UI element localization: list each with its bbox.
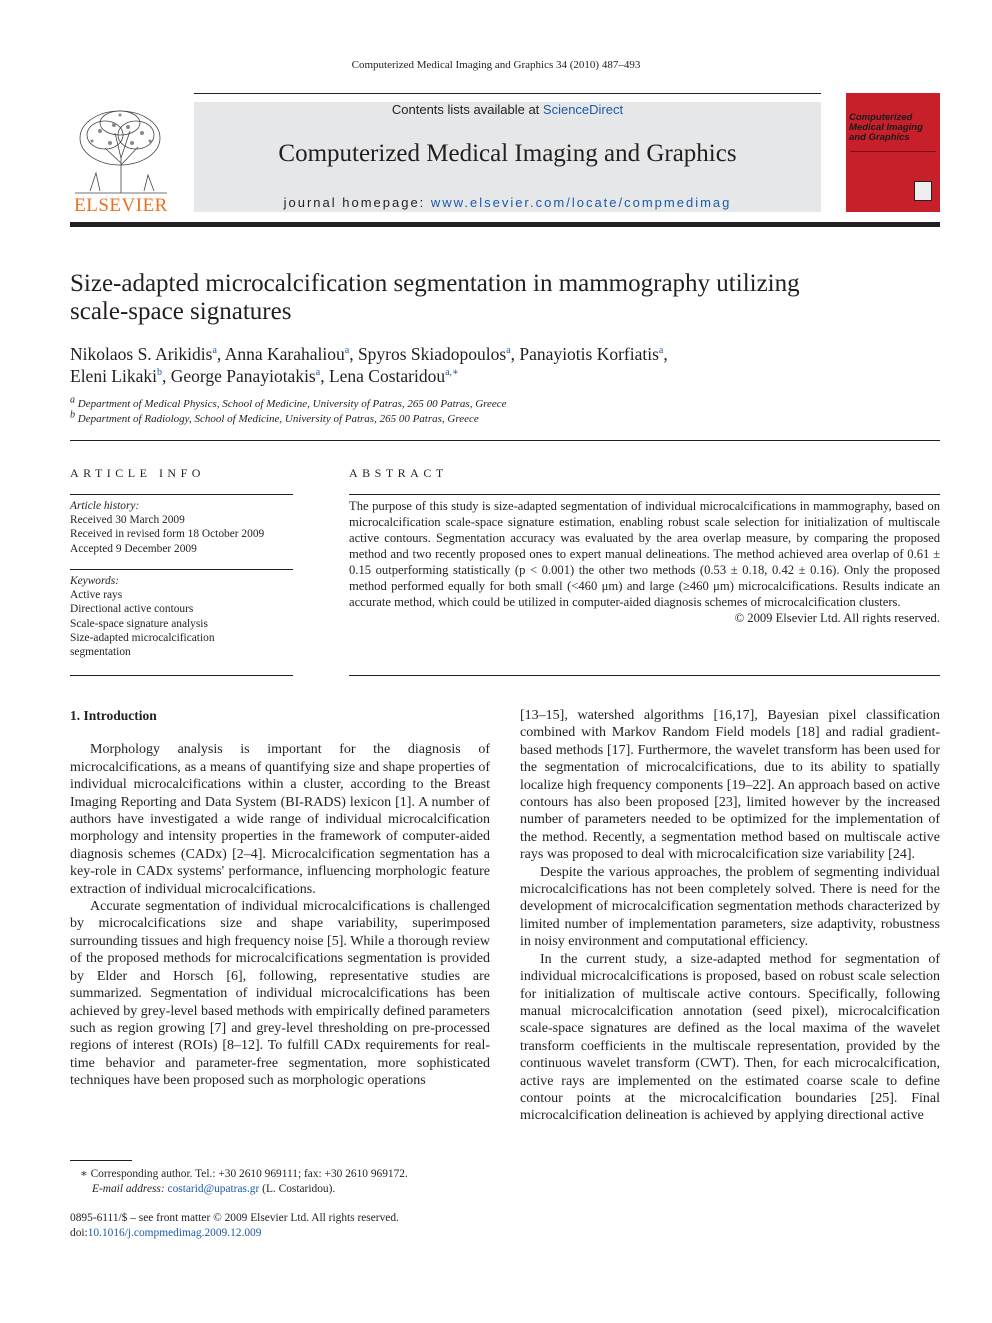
intro-paragraph-1: Morphology analysis is important for the diagnosis of microcalcifications, as a means of quantifying size and shape properties of individual microcalcifications within a cluster, according to the Breast Imaging Reporting and Data System (BI-RADS) lexicon [1]. A number of authors have investigated a wide range of individual microcalcification morphology and intensity properties in the framework of computer-aided diagnosis schemes (CADx) [2–4]. Microcalcification segmentation has a key-role in CADx systems' performance, influencing morphologic feature extraction of individual microcalcifications. bbox=[70, 742, 490, 897]
keyword-item: Scale-space signature analysis bbox=[70, 617, 208, 630]
author-list bbox=[70, 343, 940, 387]
journal-cover-thumbnail bbox=[846, 93, 940, 212]
elsevier-wordmark: ELSEVIER bbox=[74, 195, 168, 216]
email-line: E-mail address: costarid@upatras.gr (L. Costaridou). bbox=[92, 1183, 336, 1195]
affiliation-a: $^a$ Department of Medical Physics, School of Medicine, University of Patras, 265 00 Patras, Greece bbox=[70, 394, 507, 410]
keyword-item: Directional active contours bbox=[70, 603, 194, 616]
author-separator: , bbox=[349, 344, 358, 364]
abstract-bottom-rule bbox=[349, 675, 940, 676]
keywords bbox=[70, 574, 293, 659]
article-info-bottom-rule bbox=[70, 675, 293, 676]
author-name: Spyros Skiadopoulos bbox=[357, 344, 507, 364]
article-info-heading: ARTICLE INFO bbox=[70, 466, 205, 480]
section-heading-introduction: 1. Introduction bbox=[70, 708, 157, 723]
abstract-heading: ABSTRACT bbox=[349, 466, 448, 480]
author-affiliation-mark: a bbox=[658, 345, 664, 357]
affiliations bbox=[70, 394, 940, 427]
history-accepted: Accepted 9 December 2009 bbox=[70, 542, 197, 555]
journal-name: Computerized Medical Imaging and Graphics bbox=[278, 140, 737, 167]
author-affiliation-mark: a bbox=[212, 345, 217, 357]
keywords-label: Keywords: bbox=[70, 575, 119, 587]
author-separator: , bbox=[510, 344, 520, 364]
author-name: Panayiotis Korfiatis bbox=[519, 344, 659, 364]
author-separator: , bbox=[216, 344, 225, 364]
intro-paragraph-3: [13–15], watershed algorithms [16,17], Bayesian pixel classification combined with Markov Random Field models [18] and radial gradient-based methods [17]. Furthermore, the wavelet transform has been used for the segmentation of microcalcifications, due to its ability to spatially localize high frequency components [19–22]. An approach based on active contours has also been proposed [23], limited however by the increased number of parameters needed to be optimized for the implementation of the method. Recently, a segmentation method based on multiscale active rays was proposed to deal with microcalcification size variability [24]. bbox=[520, 708, 940, 863]
body-left-column bbox=[70, 707, 490, 1090]
history-revised: Received in revised form 18 October 2009 bbox=[70, 528, 265, 541]
corresponding-author: ∗ Corresponding author. Tel.: +30 2610 969111; fax: +30 2610 969172. bbox=[80, 1168, 408, 1180]
author-name: George Panayiotakis bbox=[170, 366, 316, 386]
cover-logo-icon bbox=[914, 181, 932, 201]
keyword-item: Size-adapted microcalcification bbox=[70, 631, 215, 644]
affiliation-b: $^b$ Department of Radiology, School of Medicine, University of Patras, 265 00 Patras, Greece bbox=[70, 409, 479, 425]
header-thick-rule bbox=[70, 222, 940, 227]
abstract-body bbox=[349, 498, 940, 626]
cover-title: Computerized Medical Imaging and Graphics bbox=[849, 112, 923, 143]
masthead-top-rule bbox=[194, 93, 821, 94]
journal-homepage bbox=[194, 195, 821, 210]
article-history bbox=[70, 499, 293, 556]
author-affiliation-mark: a bbox=[315, 367, 321, 379]
history-received: Received 30 March 2009 bbox=[70, 514, 185, 527]
title-line-1: Size-adapted microcalcification segmentation in mammography utilizing bbox=[70, 270, 800, 297]
keyword-item: segmentation bbox=[70, 646, 131, 659]
author-separator: , bbox=[663, 344, 668, 364]
body-right-column bbox=[520, 707, 940, 1125]
front-matter-notice bbox=[70, 1211, 510, 1241]
doi-line: doi:10.1016/j.compmedimag.2009.12.009 bbox=[70, 1227, 262, 1239]
footnote-corresponding bbox=[80, 1167, 500, 1197]
author-affiliation-mark: a bbox=[344, 345, 350, 357]
authors-line-2 bbox=[70, 365, 940, 387]
intro-paragraph-5: In the current study, a size-adapted method for segmentation of individual microcalcifications is proposed, based on robust scale selection for initialization of multiscale active contours. Specifically, following manual microcalcification annotation (seed pixel), microcalcification scale-space signatures are defined as the local maxima of the wavelet transform coefficients in the multiscale representation, provided by the continuous wavelet transform (CWT). Then, for each microcalcification, active rays are implemented on the estimated coarse scale to define contour points at the microcalcification boundaries [25]. Final microcalcification delineation is achieved by applying directional active bbox=[520, 951, 940, 1124]
authors-line-1 bbox=[70, 343, 940, 365]
contents-line bbox=[194, 102, 821, 117]
footnote-rule bbox=[70, 1160, 132, 1161]
article-info-rule bbox=[70, 494, 293, 495]
abstract-rule bbox=[349, 494, 940, 495]
running-head: Computerized Medical Imaging and Graphics 34 (2010) 487–493 bbox=[351, 59, 641, 71]
history-label: Article history: bbox=[70, 500, 140, 512]
doi-link[interactable]: 10.1016/j.compmedimag.2009.12.009 bbox=[87, 1227, 262, 1239]
homepage-link[interactable]: www.elsevier.com/locate/compmedimag bbox=[430, 195, 732, 210]
article-title bbox=[70, 270, 940, 326]
author-separator: , bbox=[320, 366, 329, 386]
author-name: Lena Costaridou bbox=[328, 366, 446, 386]
title-line-2: scale-space signatures bbox=[70, 298, 292, 325]
intro-paragraph-2: Accurate segmentation of individual microcalcifications is challenged by microcalcifications size and shape variability, superimposed surrounding tissues and high frequency noise [5]. While a thorough review of the proposed methods for microcalcifications segmentation is provided by Elder and Horsch [6], following, representative studies are summarized. Segmentation of individual microcalcifications has been achieved by grey-level based methods with empirically defined parameters such as region growing [7] and grey-level thresholding on pre-processed regions of interest (ROIs) [8–12]. To fulfill CADx requirements for real-time behavior and parameter-free segmentation, more sophisticated techniques have been proposed such as morphologic operations bbox=[70, 899, 490, 1089]
intro-paragraph-4: Despite the various approaches, the problem of segmenting individual microcalcifications has not been completely solved. There is need for the development of microcalcification segmentation methods characterized by limited number of implementation parameters, size adaptivity, robustness in noisy environment and computational efficiency. bbox=[520, 864, 940, 950]
issn-line: 0895-6111/$ – see front matter © 2009 Elsevier Ltd. All rights reserved. bbox=[70, 1212, 399, 1224]
author-name: Nikolaos S. Arikidis bbox=[70, 344, 213, 364]
author-separator: , bbox=[162, 366, 171, 386]
author-affiliation-mark: b bbox=[157, 367, 162, 379]
abstract-copyright: © 2009 Elsevier Ltd. All rights reserved. bbox=[734, 611, 940, 625]
sciencedirect-link[interactable]: ScienceDirect bbox=[542, 102, 624, 117]
author-name: Eleni Likaki bbox=[70, 366, 157, 386]
affiliations-rule bbox=[70, 440, 940, 441]
email-link[interactable]: costarid@upatras.gr bbox=[167, 1183, 260, 1195]
author-name: Anna Karahaliou bbox=[224, 344, 345, 364]
keywords-rule bbox=[70, 569, 293, 570]
author-affiliation-mark: a,∗ bbox=[445, 367, 459, 379]
homepage-prefix: journal homepage: bbox=[283, 195, 431, 210]
contents-prefix: Contents lists available at bbox=[391, 102, 543, 117]
author-affiliation-mark: a bbox=[506, 345, 511, 357]
abstract-text: The purpose of this study is size-adapted segmentation of individual microcalcifications in mammography, based on microcalcification scale-space signature estimation, enabling robust scale selection for initialization of multiscale active contours. Segmentation accuracy was evaluated by the area overlap measure, by comparing the proposed method and two recently proposed ones to expert manual delineations. The method achieved area overlap of 0.61 ± 0.15 outperforming statistically (p < 0.001) the other two methods (0.53 ± 0.18, 0.42 ± 0.16). Only the proposed method performed equally for both small (<460 μm) and large (≥460 μm) microcalcifications. Results indicate an accurate method, which could be utilized in computer-aided diagnosis schemes of microcalcification clusters. bbox=[349, 499, 940, 609]
cover-rule bbox=[850, 151, 936, 152]
keyword-item: Active rays bbox=[70, 589, 123, 602]
